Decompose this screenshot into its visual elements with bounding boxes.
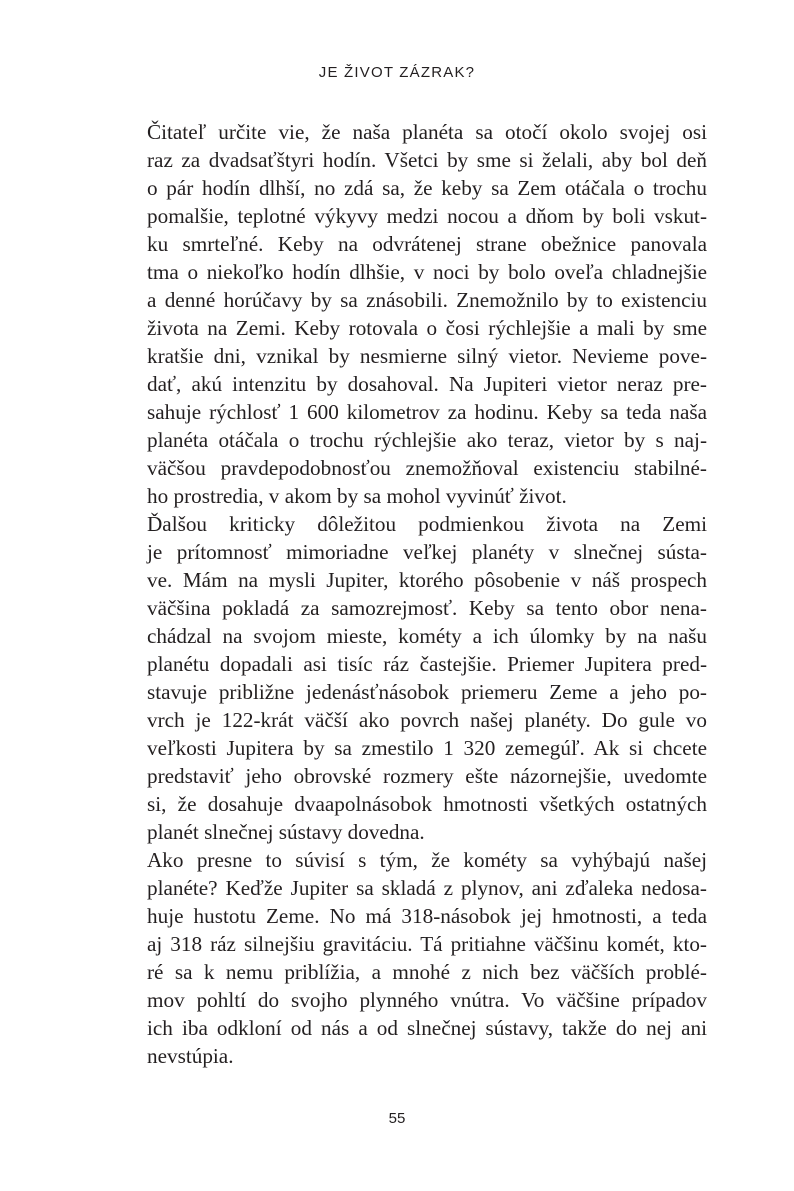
text-line: a denné horúčavy by sa znásobili. Znemožnilo by to existenciu bbox=[147, 288, 707, 312]
page-number: 55 bbox=[388, 1110, 406, 1127]
text-line: aj 318 ráz silnejšiu gravitáciu. Tá pritiahne väčšinu komét, kto- bbox=[147, 932, 707, 956]
text-line: Ako presne to súvisí s tým, že kométy sa vyhýbajú našej bbox=[147, 848, 707, 872]
text-line: planéta otáčala o trochu rýchlejšie ako teraz, vietor by s naj- bbox=[147, 428, 707, 452]
text-line: je prítomnosť mimoriadne veľkej planéty v slnečnej sústa- bbox=[147, 540, 707, 564]
text-line: Čitateľ určite vie, že naša planéta sa otočí okolo svojej osi bbox=[147, 120, 707, 144]
text-line: stavuje približne jedenásťnásobok priemeru Zeme a jeho po- bbox=[147, 680, 707, 704]
text-line: kratšie dni, vznikal by nesmierne silný vietor. Nevieme pove- bbox=[147, 344, 707, 368]
text-line: chádzal na svojom mieste, kométy a ich úlomky by na našu bbox=[147, 624, 707, 648]
text-line: raz za dvadsaťštyri hodín. Všetci by sme si želali, aby bol deň bbox=[147, 148, 707, 172]
text-line: planétu dopadali asi tisíc ráz častejšie. Priemer Jupitera pred- bbox=[147, 652, 707, 676]
text-line: života na Zemi. Keby rotovala o čosi rýchlejšie a mali by sme bbox=[147, 316, 707, 340]
text-line: ho prostredia, v akom by sa mohol vyvinúť život. bbox=[147, 484, 567, 508]
text-line: ich iba odkloní od nás a od slnečnej sústavy, takže do nej ani bbox=[147, 1016, 707, 1040]
text-line: si, že dosahuje dvaapolnásobok hmotnosti všetkých ostatných bbox=[147, 792, 707, 816]
paragraph bbox=[147, 846, 707, 1070]
paragraph bbox=[147, 118, 707, 510]
text-line: tma o niekoľko hodín dlhšie, v noci by bolo oveľa chladnejšie bbox=[147, 260, 707, 284]
text-line: huje hustotu Zeme. No má 318-násobok jej hmotnosti, a teda bbox=[147, 904, 707, 928]
text-line: sahuje rýchlosť 1 600 kilometrov za hodinu. Keby sa teda naša bbox=[147, 400, 707, 424]
text-line: väčšou pravdepodobnosťou znemožňoval existenciu stabilné- bbox=[147, 456, 707, 480]
text-line: planéte? Keďže Jupiter sa skladá z plynov, ani zďaleka nedosa- bbox=[147, 876, 707, 900]
text-line: o pár hodín dlhší, no zdá sa, že keby sa Zem otáčala o trochu bbox=[147, 176, 707, 200]
text-line: veľkosti Jupitera by sa zmestilo 1 320 zemegúľ. Ak si chcete bbox=[147, 736, 707, 760]
text-line: väčšina pokladá za samozrejmosť. Keby sa tento obor nena- bbox=[147, 596, 707, 620]
running-head: JE ŽIVOT ZÁZRAK? bbox=[318, 64, 476, 81]
text-line: predstaviť jeho obrovské rozmery ešte názornejšie, uvedomte bbox=[147, 764, 707, 788]
text-line: mov pohltí do svojho plynného vnútra. Vo väčšine prípadov bbox=[147, 988, 707, 1012]
text-line: nevstúpia. bbox=[147, 1044, 234, 1068]
text-line: ré sa k nemu priblížia, a mnohé z nich bez väčších problé- bbox=[147, 960, 707, 984]
text-line: ku smrteľné. Keby na odvrátenej strane obežnice panovala bbox=[147, 232, 707, 256]
text-line: vrch je 122-krát väčší ako povrch našej planéty. Do gule vo bbox=[147, 708, 707, 732]
body-text bbox=[147, 118, 707, 1070]
text-line: Ďalšou kriticky dôležitou podmienkou života na Zemi bbox=[147, 512, 707, 536]
text-line: ve. Mám na mysli Jupiter, ktorého pôsobenie v náš prospech bbox=[147, 568, 707, 592]
text-line: dať, akú intenzitu by dosahoval. Na Jupiteri vietor neraz pre- bbox=[147, 372, 707, 396]
paragraph bbox=[147, 510, 707, 846]
text-line: planét slnečnej sústavy dovedna. bbox=[147, 820, 425, 844]
text-line: pomalšie, teplotné výkyvy medzi nocou a dňom by boli vskut- bbox=[147, 204, 707, 228]
